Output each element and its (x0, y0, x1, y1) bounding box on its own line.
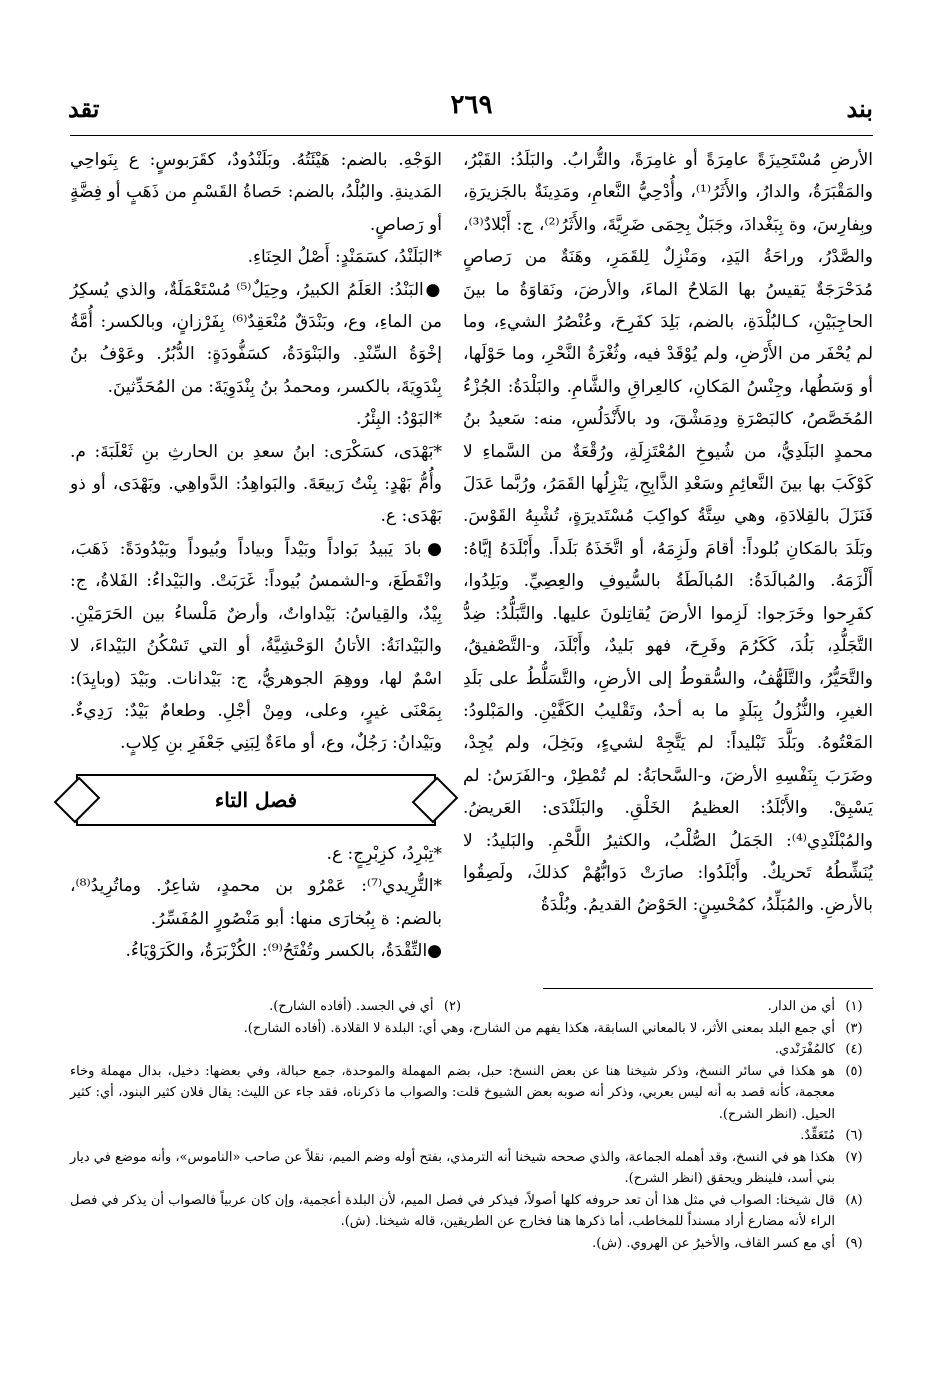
header-right-keyword: بند (846, 94, 873, 123)
footnote-text: أي في الجسد. (أفاده الشارح). (269, 999, 434, 1014)
continuation-text: الوَجْهِ. بالضم: هَيْئَتُهُ. وبَلَنْدُودٌ، كقَرَبوسٍ: ع بِنَواحِي المَدينةِ. والبُلْدُ، بالضم: حَصاةُ القَسْمِ من ذَهَبٍ أو فِضَّةٍ أو رَصاصٍ. (70, 150, 442, 235)
footnote-item (70, 1190, 873, 1233)
footnote-text: أي مع كسر القاف، والأخيرُ عن الهروي. (ش). (592, 1235, 835, 1251)
footnote-text: هكذا هو في النسخ، وقد أهمله الجماعة، والذي صححه شيخنا أنه الترمذي، بفتح أوله وضم الميم، نقلاً عن صاحب «الناموس»، وأنه موضع في ديار بني أسد، فلينظر ويحقق (انظر الشرح). (70, 1149, 835, 1186)
footnote-number: (٤) (845, 1042, 863, 1057)
footnote-text: مُتَعَقِّدٌ. (800, 1128, 835, 1143)
footnote-text: هو هكذا في سائر النسخ، وذكر شيخنا هنا عن بعض النسخ: حبل، بضم المهملة والموحدة، جمع حبالة، وفي بعضها: دخيل، بدال مهملة وخاء معجمة، كأنه قصد به أنه ليس بعربي، وذكر أنه صوبه بعض الشيوخ قلت: والصواب ما ذكرناه، فقد جاء عن الليث: يقال فلان كثير البنود، أي: كثير الحيل. (انظر الشرح). (70, 1063, 835, 1122)
footnote-item (70, 1039, 873, 1061)
entry-bahda: *بَهْدَى، كسَكْرَى: ابنُ سعدِ بن الحارثِ بنِ ثَعْلَبَةَ: م. وأُمُّ بَهْدٍ: بِنْتُ رَبيعَةَ. والبَواهِدُ: الدَّواهِي. وبَهْدَى، أو ذو بَهْدَى: ع. (70, 441, 442, 527)
section-title: فصل التاء (214, 787, 298, 812)
entry-bada: ●بادَ يَبيدُ بَواداً وبَيْداً وبياداً وبُيوداً وبَيْدُودَةً: ذَهَبَ، وانْقَطَعَ، و-الشمسُ بُيوداً: غَرَبَتْ. والبَيْداءُ: الفَلاةُ، ج: بِيْدٌ، والقِياسُ: بَيْداواتٌ، وأرضٌ مَلْساءُ بين الحَرَمَيْنِ. والبَيْدانَةُ: الأتانُ الوَحْشِيَّةُ، أو التي تَسْكُنُ البَيْداءَ، لا اسْمٌ لها، ووهِمَ الجوهريُّ، ج: بَيْدانات. وبَيْدَ (وبايِدَ): بِمَعْنَى غيرٍ، وعلى، ومِنْ أجْلِ. وطعامٌ بَيْدٌ: رَدِيءٌ. وبَيْدانُ: رَجُلٌ، وع، أو ماءَةٌ لِبَنِي جَعْفَرِ بنِ كِلابٍ. (70, 538, 442, 754)
header-divider (70, 135, 873, 136)
footnote-number: (٢) (443, 999, 462, 1014)
footnote-number: (١) (845, 999, 863, 1014)
footnote-number: (٣) (845, 1020, 863, 1036)
footnote-number: (٥) (845, 1063, 863, 1079)
footnotes (70, 996, 873, 1254)
footnote-item (70, 1018, 873, 1040)
footnote-item (70, 996, 472, 1018)
footnote-pair-row (70, 996, 873, 1018)
right-column-text: الأرضِ مُسْتَحِيزَةً عامِرَةً أو غامِرَةً، والتُّرابُ. والبَلَدُ: القَبْرُ، والمَقْبَرَةُ، والدارُ، والأَثَرُ⁽¹⁾، وأُدْحِيُّ النَّعامِ، ومَدِينَةٌ بالجَزيرَةِ، وبِفارِسَ، وة بِبَغْدادَ، وجَبَلٌ بِحِمَى ضَرِيَّةَ، والأَثَرُ⁽²⁾، ج: أَبْلادٌ⁽³⁾، والصَّدْرُ، وراحَةُ اليَدِ، ومَنْزِلٌ لِلقَمَرِ، وهَنَةٌ من رَصاصٍ مُدَحْرَجَةٌ يَقيسُ بها المَلاحُ الماءَ، والأرضَ، ونَقاوَةُ ما بينَ الحاجِبَيْنِ، كـالبُلْدَةِ، بالضم، بَلِدَ كفَرِحَ، وعُنْصُرُ الشيءِ، وما لم يُحْفَر من الأَرْضِ، ولم يُوْقَدْ فيه، وثُغْرَةُ النَّحْرِ، وما حَوْلَها، أو وَسَطُها، وجِنْسُ المَكانِ، كالعِراقِ والشَّامِ. والبَلْدَةُ: الجُزْءُ المُخَصَّصُ، كالبَصْرَةِ ودِمَشْقَ، ود بالأَنْدَلُسِ، منه: سَعيدُ بنُ محمدٍ البَلَدِيُّ، من شُيوخِ المُعْتَزِلَةِ، ورُقْعَةٌ من السَّماءِ لا كَوْكَبَ بها بينَ النَّعائِمِ وسَعْدِ الذَّابِحِ، يَنْزِلُها القَمَرُ، ورُبَّما عَدَلَ فَنَزَلَ بالقِلادَةِ، وهي سِتَّةُ كواكِبَ مُسْتَديرَةٍ، تُشْبِهُ القَوْسَ. وبَلَدَ بالمَكانِ بُلوداً: أقامَ ولَزِمَهُ، أو اتَّخَذَهُ بَلَداً. وأَبْلَدَهُ إيَّاهُ: أَلْزَمَهُ. والمُبالَدَةُ: المُبالَطَةُ بالسُّيوفِ والعِصِيِّ. وبَلِدُوا، كفَرِحوا وخَرَجوا: لَزِموا الأرضَ يُقاتِلونَ عليها. والتَّبَلُّدُ: ضِدُّ التَّجَلُّدِ، بَلُدَ، كَكَرُمَ وفَرِحَ، فهو بَليدٌ، وأَبْلَدَ، و-التَّصْفيقُ، والتَّحَيُّرُ، والتَّلَهُّفُ، والسُّقوطُ إلى الأرضِ، والتَّسَلُّطُ على بَلَدِ الغيرِ، والنُّزُولُ بِبَلَدٍ ما به أحدٌ، وتَقْليبُ الكَفَّيْنِ. والمَبْلودُ: المَعْتُوهُ. وبَلَّدَ تَبْليداً: لم يَتَّجِهْ لشيءٍ، وبَخِلَ، ولم يُجِدْ، وضَرَبَ بِنَفْسِهِ الأرضَ، و-السَّحابَةُ: لم تُمْطِرْ، و-الفَرَسُ: لم يَسْبِقْ. والأَبْلَدُ: العظيمُ الخَلْقِ. والبَلَنْدَى: العَريضُ. والمُبْلَنْدِي⁽⁴⁾: الجَمَلُ الصُّلْبُ، والكثيرُ اللَّحْمِ. والبَليدُ: لا يُنَشِّطُهُ تَحريكٌ. وأَبْلَدُوا: صارَتْ دَوابُّهُمْ كذلكَ، ولَصِقُوا بالأرضِ. والمُبَلِّدُ، كمُحْسِنٍ: الحَوْضُ القديمُ. وبُلْدَةُ (463, 150, 873, 916)
footnote-number: (٦) (845, 1128, 863, 1143)
entry-bawd: *البَوْدُ: البِئْرُ. (356, 409, 442, 430)
left-column (70, 144, 442, 967)
footnote-number: (٧) (845, 1149, 863, 1165)
footnote-divider (543, 988, 873, 989)
footnote-item (472, 996, 874, 1018)
entry-tibrid: *تِبْرِدُ، كزِبْرِجٍ: ع. (326, 843, 442, 864)
right-column (463, 144, 873, 922)
footnote-text: كالمُفْرَنْدي. (774, 1042, 835, 1057)
footnote-item (70, 1125, 873, 1147)
footnote-item (70, 1233, 873, 1255)
entry-band: ●البَنْدُ: العَلَمُ الكبيرُ، وحِيَلٌ⁽⁵⁾ مُسْتَعْمَلَةٌ، والذي يُسكِرُ من الماءِ، وع، وبَنْدَقٌ مُنْعَقِدٌ⁽⁶⁾ بِفَرْزانٍ، وبالكسر: أُمَّةُ إخْوَةُ السِّنْدِ. والبَنْوَدَةُ، كسَفُّودَةٍ: الدُّبُرُ. وعَوْفُ بنُ بِنْدَوِيَةَ، بالكسر، ومحمدُ بنُ بِنْدَوِيَةَ: من المُحَدِّثينَ. (70, 279, 442, 397)
footnote-number: (٩) (845, 1235, 863, 1251)
footnote-text: قال شيخنا: الصواب في مثل هذا أن تعد حروفه كلها أصولاً، فيذكر في فصل الميم، لأن البلدة أعجمية، وإن كان عربياً فالصواب أن يذكر في فصل الراء لأنه مضارع أراد مسنداً للمخاطب، أما ذكرها هنا فخارج عن الطريقين، قاله شيخنا. (ش). (70, 1192, 835, 1229)
entry-turidi: *التُّرِيدي⁽⁷⁾: عَمْرُو بن محمدٍ، شاعِرٌ. وماتُرِيدُ⁽⁸⁾، بالضم: ة بِبُخارَى منها: أبو مَنْصُورٍ المُفَسِّرُ. (70, 876, 442, 929)
section-heading-box (76, 774, 436, 826)
footnote-item (70, 1061, 873, 1126)
entry-tiqda: ●التِّقْدَةُ، بالكسر وتُفْتَحُ⁽⁹⁾: الكُزْبَرَةُ، والكَرَوْيَاءُ. (125, 940, 442, 961)
footnote-text: أي من الدار. (767, 999, 835, 1014)
page-number: ٢٦٩ (450, 90, 493, 120)
entry-balanad: *البَلَنْدُ، كسَمَنْدٍ: أَصْلُ الحِنَاءِ. (247, 247, 442, 268)
footnote-item (70, 1147, 873, 1190)
header-left-keyword: تقد (68, 94, 100, 123)
footnote-text: أي جمع البلد بمعنى الأثر، لا بالمعاني السابقة، هكذا يفهم من الشارح، وهي أي: البلدة لا القلادة. (أفاده الشارح). (243, 1020, 835, 1036)
footnote-number: (٨) (845, 1192, 863, 1208)
